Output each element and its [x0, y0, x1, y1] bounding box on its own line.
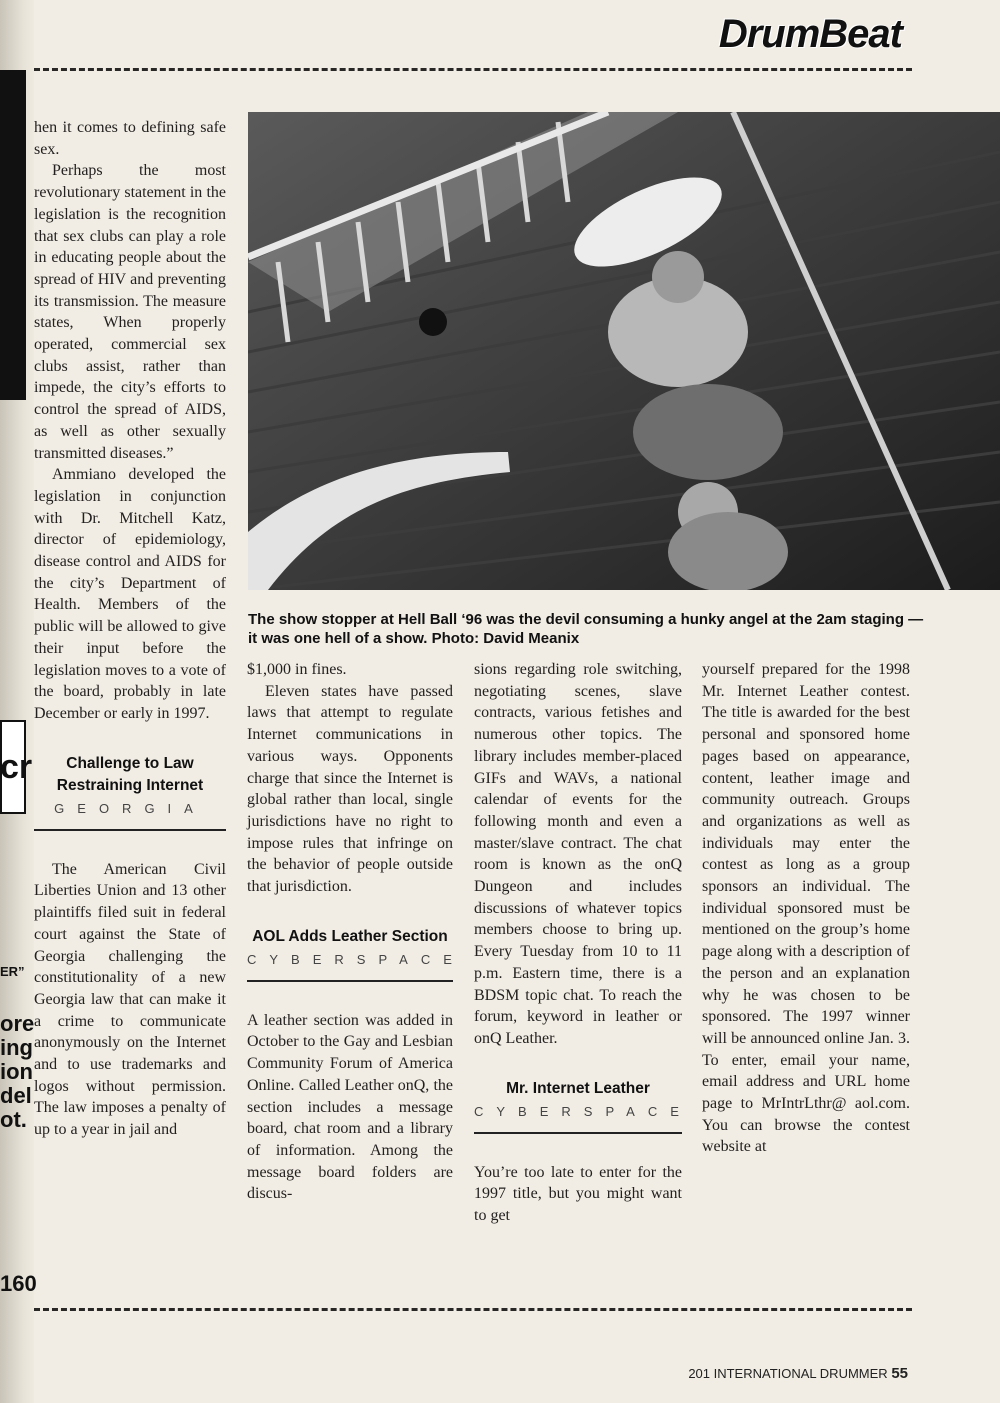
- bottom-dashed-rule: [34, 1308, 912, 1311]
- facing-page-graphic: [0, 70, 26, 400]
- section-kicker: CYBERSPACE: [247, 948, 453, 982]
- section-headline: Mr. Internet Leather: [506, 1079, 650, 1097]
- body-paragraph: Eleven states have passed laws that attempt to regulate Internet communications in various ways. Opponents charge that since the Internet is global rather than local, single jurisdictions have no right to impose rules that infringe on the behavior of people outside that jurisdiction.: [247, 682, 453, 896]
- section-headline: Challenge to Law: [66, 754, 194, 772]
- body-paragraph: Perhaps the most revolutionary statement in the legislation is the recognition that sex clubs can play a role in educating people about the spread of HIV and preventing its transmission. The measure states, When properly operated, commercial sex clubs assist, rather than impede, the city’s efforts to control the spread of AIDS, as well as other sexually transmitted diseases.”: [34, 162, 226, 462]
- section-masthead: DrumBeat: [718, 12, 902, 56]
- publication-name: 201 INTERNATIONAL DRUMMER: [688, 1366, 888, 1381]
- body-paragraph: The American Civil Liberties Union and 13 other plaintiffs filed suit in federal court against the State of Georgia challenging the constitutionality of a new Georgia law that can make it a crime to communicate anonymously on the Internet and to use trademarks and logos without permission. The law imposes a penalty of up to a year in jail and: [34, 860, 226, 1139]
- facing-page-fragment: cr: [0, 755, 33, 779]
- body-paragraph: hen it comes to defining safe sex.: [34, 119, 226, 158]
- body-paragraph: Ammiano developed the legislation in conjunction with Dr. Mitchell Katz, director of epidemiology, disease control and AIDS for the city’s Department of Health. Members of the public will be allowed to give their input before the legislation moves to a vote of the board, probably in late December or early in 1997.: [34, 466, 226, 722]
- facing-page-fragment: ot.: [0, 1108, 27, 1132]
- body-paragraph: $1,000 in fines.: [247, 661, 347, 678]
- facing-page-fragment: del: [0, 1084, 32, 1108]
- facing-page-fragment: ion: [0, 1060, 33, 1084]
- top-dashed-rule: [34, 68, 912, 71]
- performers-photo-illustration: [248, 112, 1000, 590]
- section-headline: AOL Adds Leather Section: [252, 927, 448, 945]
- binding-spine: [0, 0, 37, 1403]
- article-column-4: [702, 659, 910, 1158]
- page-number: 55: [891, 1365, 908, 1382]
- section-kicker: GEORGIA: [34, 797, 226, 831]
- body-paragraph: You’re too late to enter for the 1997 title, but you might want to get: [474, 1163, 682, 1225]
- section-headline: Restraining Internet: [56, 776, 204, 794]
- article-column-3: [474, 659, 692, 1227]
- article-column-1: [34, 117, 226, 1141]
- facing-page-fragment: 160: [0, 1272, 37, 1296]
- section-kicker: CYBERSPACE: [474, 1100, 682, 1134]
- facing-page-fragment: ER”: [0, 964, 25, 979]
- facing-page-fragment: ing: [0, 1036, 33, 1060]
- facing-page-fragment: ore: [0, 1012, 35, 1036]
- article-column-2: [247, 659, 465, 1205]
- event-photo: [248, 112, 1000, 590]
- body-paragraph: yourself prepared for the 1998 Mr. Internet Leather contest. The title is awarded for the best personal and sponsored home pages based on appearance, content, leather image and community outreach. Groups and organizations as well as individuals may enter the contest as long as a group sponsors an individual. The individual sponsored must be mentioned on the group’s home page along with a description of the person and an explanation why he was chosen to be sponsored. The 1997 winner will be announced online Jan. 3. To enter, email your name, email address and URL home page to MrIntrLthr@ aol.com. You can browse the contest website at: [702, 661, 910, 1156]
- body-paragraph: sions regarding role switching, negotiating scenes, slave contracts, various fetishes and numerous other topics. The library includes member-placed GIFs and WAVs, a national calendar of events for the following month and even a master/slave contract. The chat room is known as the onQ Dungeon and includes discussions of whatever topics members choose to bring up. Every Tuesday from 10 to 11 p.m. Eastern time, there is a BDSM topic chat. To reach the forum, keyword in leather or onQ Leather.: [474, 661, 682, 1047]
- page-footer: [688, 1365, 908, 1382]
- photo-caption: The show stopper at Hell Ball ‘96 was the devil consuming a hunky angel at the 2am staging — it was one hell of a show. Photo: David Meanix: [248, 611, 924, 647]
- body-paragraph: A leather section was added in October to the Gay and Lesbian Community Forum of America Online. Called Leather onQ, the section includes a message board, chat room and a library of information. Among the message board folders are discus-: [247, 1011, 453, 1203]
